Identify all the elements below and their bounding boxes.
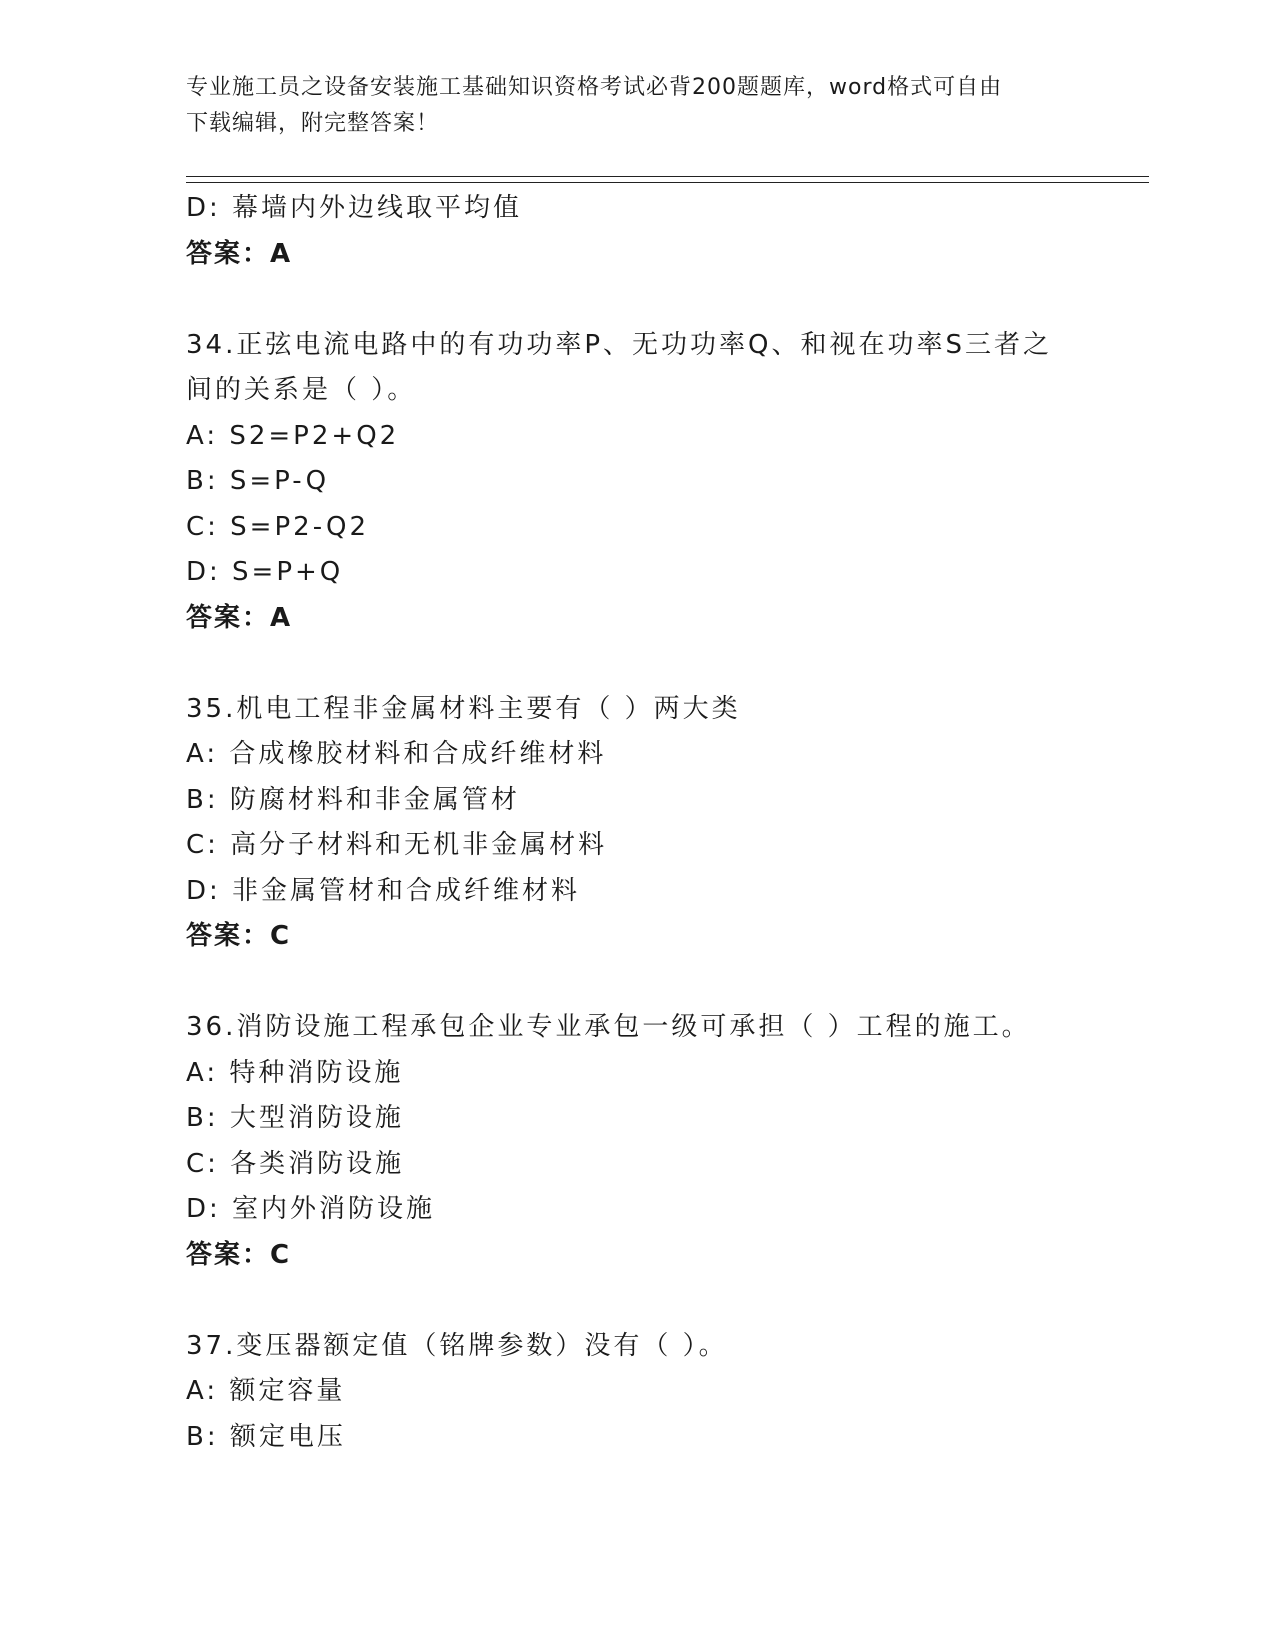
question-36: [186, 1005, 1086, 1278]
option-a: A: S2=P2+Q2: [186, 420, 400, 451]
option-b: B: 大型消防设施: [186, 1103, 404, 1133]
option-b: B: 防腐材料和非金属管材: [186, 784, 520, 815]
spacer: [186, 641, 1086, 687]
option-b: B: 额定电压: [186, 1421, 346, 1452]
spacer: [186, 1278, 1086, 1324]
option-d: D: 幕墙内外边线取平均值: [186, 193, 523, 223]
question-37: [186, 1324, 1086, 1461]
header-divider: [186, 176, 1149, 183]
option-a: A: 额定容量: [186, 1376, 346, 1406]
question-stem: 36.消防设施工程承包企业专业承包一级可承担（ ）工程的施工。: [186, 1012, 1031, 1042]
option-c: C: 各类消防设施: [186, 1148, 405, 1179]
spacer: [186, 277, 1086, 323]
answer-line: 答案：C: [186, 921, 292, 951]
option-a: A: 特种消防设施: [186, 1057, 404, 1088]
spacer: [186, 960, 1086, 1006]
option-c: C: S=P2-Q2: [186, 511, 370, 542]
question-35: [186, 687, 1086, 960]
answer-line: 答案：A: [186, 238, 293, 269]
option-d: D: 非金属管材和合成纤维材料: [186, 875, 581, 906]
question-stem: 35.机电工程非金属材料主要有（ ）两大类: [186, 693, 741, 724]
option-b: B: S=P-Q: [186, 466, 330, 496]
question-stem: 37.变压器额定值（铭牌参数）没有（ ）。: [186, 1330, 728, 1361]
option-a: A: 合成橡胶材料和合成纤维材料: [186, 739, 607, 769]
header-title-line-2: 下载编辑，附完整答案！: [186, 111, 440, 136]
answer-line: 答案：C: [186, 1239, 292, 1270]
question-stem-continued: 间的关系是（ ）。: [186, 375, 417, 405]
question-stem: 34.正弦电流电路中的有功功率P、无功功率Q、和视在功率S三者之: [186, 329, 1052, 360]
option-d: D: 室内外消防设施: [186, 1194, 436, 1224]
question-34: [186, 323, 1086, 642]
question-list: [186, 186, 1086, 1460]
answer-line: 答案：A: [186, 602, 293, 633]
header-title-line-1: 专业施工员之设备安装施工基础知识资格考试必背200题题库，word格式可自由: [186, 75, 1003, 100]
option-c: C: 高分子材料和无机非金属材料: [186, 830, 608, 860]
option-d: D: S=P+Q: [186, 557, 344, 587]
page-header: [186, 70, 1066, 142]
